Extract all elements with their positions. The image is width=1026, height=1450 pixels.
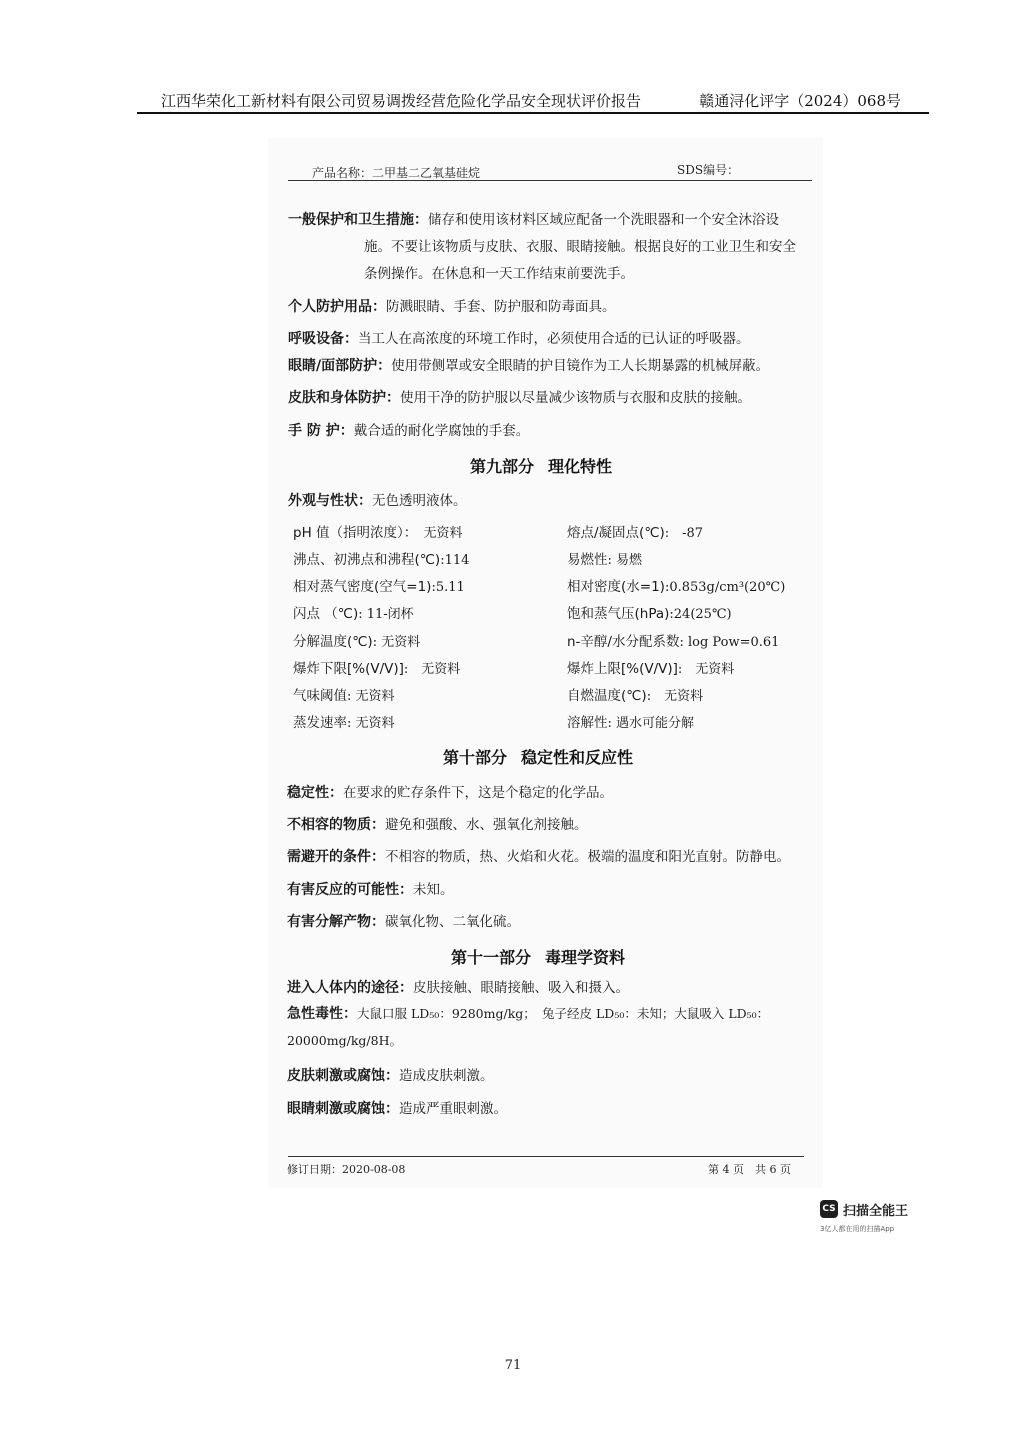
ppe-row [288,295,616,316]
report-header [137,88,929,112]
exposure-routes-row [287,976,629,997]
report-title: 江西华荣化工新材料有限公司贸易调拨经营危险化学品安全现状评价报告 [161,92,642,110]
property-value: : 11-闭杯 [358,607,414,622]
sds-header [288,160,812,180]
property-name: 分解温度(℃) [293,634,373,650]
general-protection-line-3: 条例操作。在休息和一天工作结束前要洗手。 [364,266,634,282]
property-value: : -87 [664,526,704,541]
decomposition-row [287,910,520,931]
property-name: 沸点、初沸点和沸程(℃) [293,552,441,568]
incompatible-label: 不相容的物质： [287,817,385,833]
avoid-conditions-text: 不相容的物质，热、火焰和火花。极端的温度和阳光直射。防静电。 [385,849,790,865]
skin-body-text: 使用干净的防护服以尽量减少该物质与衣服和皮肤的接触。 [400,390,751,406]
property-value: : 无资料 [646,689,704,704]
skin-body-row [288,386,751,407]
property-value: :0.853g/cm³(20℃) [664,580,786,595]
property-name: 闪点 （℃) [293,606,359,622]
header-divider [137,112,929,114]
ppe-text: 防溅眼睛、手套、防护服和防毒面具。 [386,299,616,315]
property-name: pH 值（指明浓度）： [293,525,411,541]
section-11-heading [451,945,625,968]
property-name: 爆炸上限[%(V/V)] [567,661,678,677]
hand-text: 戴合适的耐化学腐蚀的手套。 [353,423,530,439]
decomposition-label: 有害分解产物： [287,914,385,930]
eye-irritation-label: 眼睛刺激或腐蚀： [287,1101,399,1117]
avoid-conditions-row [287,845,790,866]
skin-irritation-text: 造成皮肤刺激。 [399,1068,494,1084]
eye-irritation-text: 造成严重眼刺激。 [399,1101,507,1117]
property-value: :5.11 [431,580,465,595]
section-10-heading [443,745,633,768]
left-property-row [293,711,395,731]
acute-toxicity-line-2: 20000mg/kg/8H。 [287,1033,402,1048]
property-name: 易燃性 [567,552,608,568]
section-9-part: 第九部分 [470,457,535,476]
sds-header-divider [288,180,812,181]
property-value: :114 [440,553,470,568]
eye-irritation-row [287,1097,507,1118]
eye-face-text: 使用带侧罩或安全眼睛的护目镜作为工人长期暴露的机械屏蔽。 [391,358,770,374]
left-property-row [293,684,395,704]
left-property-row [293,630,420,650]
right-property-row [567,630,779,650]
product-name: 产品名称：二甲基二乙氧基硅烷 [312,166,481,180]
section-10-part: 第十部分 [443,748,508,767]
acute-toxicity-row [287,1003,769,1023]
property-name: n-辛醇/水分配系数 [567,634,680,650]
left-property-row [293,575,465,595]
respiratory-label: 呼吸设备： [288,331,358,347]
property-value: : 无资料 [677,662,735,677]
hazardous-reaction-text: 未知。 [413,882,454,898]
incompatible-text: 避免和强酸、水、强氧化剂接触。 [385,817,588,833]
hand-label: 手 防 护： [288,423,354,439]
skin-irritation-label: 皮肤刺激或腐蚀： [287,1068,399,1084]
hazardous-reaction-label: 有害反应的可能性： [287,882,413,898]
left-property-row [293,657,460,677]
property-value: : 无资料 [403,662,461,677]
stability-row [287,781,613,802]
right-property-row [567,575,785,595]
property-name: 气味阈值 [293,688,347,704]
appearance-row [288,489,467,510]
stability-text: 在要求的贮存条件下，这是个稳定的化学品。 [343,785,613,801]
property-value: : 无资料 [372,635,421,650]
property-name: 溶解性 [567,715,608,731]
eye-face-row [288,354,769,375]
left-property-row [293,548,469,568]
property-name: 蒸发速率 [293,715,347,731]
camscanner-name: 扫描全能王 [843,1204,909,1219]
section-11-part: 第十一部分 [451,948,532,967]
avoid-conditions-label: 需避开的条件： [287,849,385,865]
acute-toxicity-line-1: 大鼠口服 LD₅₀：9280mg/kg； 兔子经皮 LD₅₀：未知；大鼠吸入 LD₅₀： [357,1006,770,1021]
property-value: : 易燃 [607,553,643,568]
property-value: : 遇水可能分解 [607,716,695,731]
incompatible-row [287,813,588,834]
appearance-text: 无色透明液体。 [372,493,467,509]
report-number: 赣通浔化评字（2024）068号 [699,92,901,110]
general-protection-line-1: 储存和使用该材料区域应配备一个洗眼器和一个安全沐浴设 [428,212,779,228]
property-name: 自燃温度(℃) [567,688,647,704]
general-protection [288,208,779,229]
sds-page-of: 第 4 页 共 6 页 [708,1163,791,1176]
property-value: : log Pow=0.61 [679,635,780,650]
eye-face-label: 眼睛/面部防护： [288,358,392,374]
section-9-heading [470,454,612,477]
right-property-row [567,602,732,622]
respiratory-row [288,327,750,348]
stability-label: 稳定性： [287,785,343,801]
left-property-row [293,602,414,622]
section-10-title: 稳定性和反应性 [521,748,634,767]
property-name: 相对密度(水=1) [567,579,665,595]
right-property-row [567,657,734,677]
property-value: : 无资料 [347,689,395,704]
general-protection-line-2: 施。不要让该物质与皮肤、衣服、眼睛接触。根据良好的工业卫生和安全 [364,239,796,255]
acute-toxicity-label: 急性毒性： [287,1006,357,1022]
camscanner-logo-icon: CS [820,1200,838,1218]
hazardous-reaction-row [287,878,454,899]
sds-number: SDS编号： [677,163,740,177]
property-value: :24(25℃) [669,607,732,622]
right-property-row [567,684,703,704]
page-number: 71 [504,1358,522,1373]
property-value: 无资料 [410,526,463,541]
section-11-title: 毒理学资料 [545,948,626,967]
camscanner-tagline: 3亿人都在用的扫描App [820,1225,895,1233]
property-name: 爆炸下限[%(V/V)] [293,661,404,677]
sds-footer-divider [288,1156,804,1157]
right-property-row [567,521,703,541]
ppe-label: 个人防护用品： [288,299,386,315]
property-name: 熔点/凝固点(℃) [567,525,665,541]
right-property-row [567,711,694,731]
property-name: 饱和蒸气压(hPa) [567,606,670,622]
property-name: 相对蒸气密度(空气=1) [293,579,432,595]
section-9-title: 理化特性 [548,457,613,476]
right-property-row [567,548,642,568]
skin-irritation-row [287,1064,494,1085]
appearance-label: 外观与性状： [288,493,372,509]
exposure-routes-label: 进入人体内的途径： [287,980,413,996]
revision-date: 修订日期：2020-08-08 [287,1163,406,1176]
general-protection-label: 一般保护和卫生措施： [288,212,428,228]
hand-row [288,419,529,440]
left-property-row [293,521,463,541]
exposure-routes-text: 皮肤接触、眼睛接触、吸入和摄入。 [413,980,629,996]
property-value: : 无资料 [347,716,395,731]
respiratory-text: 当工人在高浓度的环境工作时，必须使用合适的已认证的呼吸器。 [358,331,750,347]
decomposition-text: 碳氧化物、二氧化硫。 [385,914,520,930]
skin-body-label: 皮肤和身体防护： [288,390,400,406]
